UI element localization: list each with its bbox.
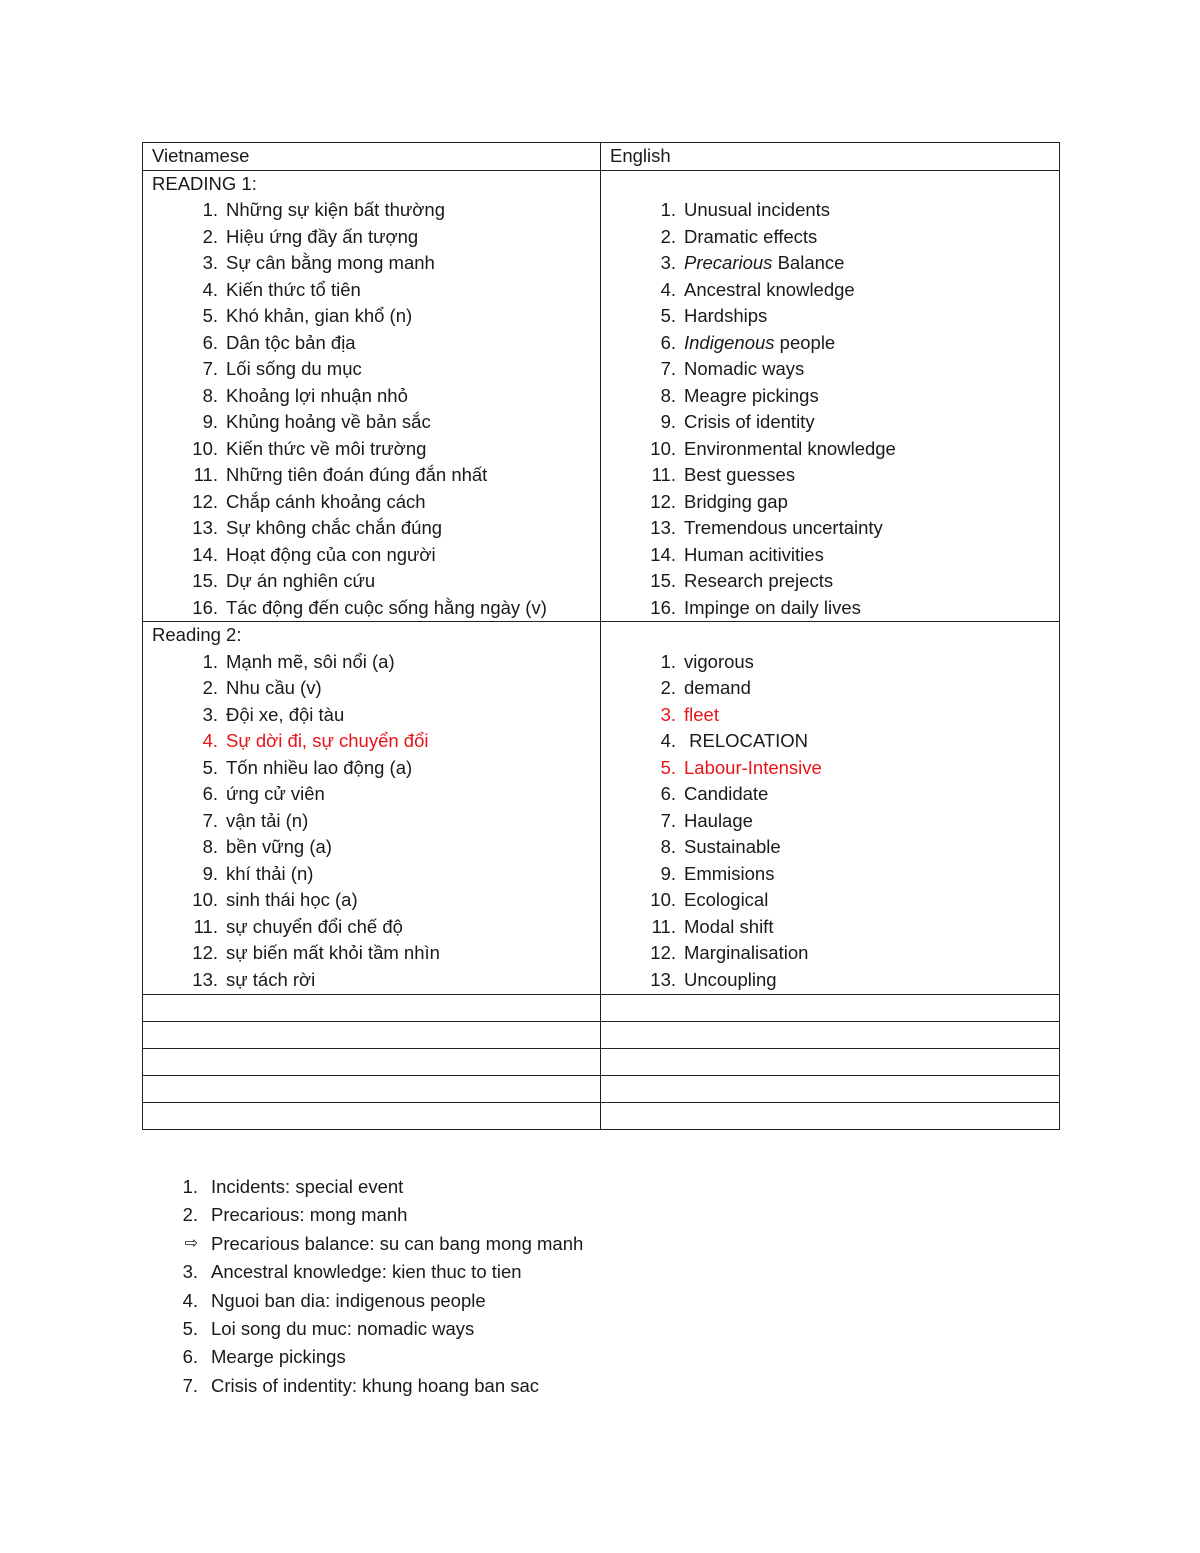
- item-number: 2.: [660, 677, 676, 698]
- item-text: [684, 330, 835, 357]
- item-text: khí thải (n): [226, 862, 314, 884]
- vietnamese-term: [152, 542, 600, 569]
- item-text: sự biến mất khỏi tầm nhìn: [226, 942, 440, 963]
- item-number: 14.: [650, 543, 676, 565]
- vietnamese-term: [152, 197, 600, 224]
- item-number: 6.: [202, 783, 218, 804]
- item-text: Candidate: [684, 783, 769, 804]
- item-text: Kiến thức về môi trường: [226, 437, 427, 459]
- item-text: Mạnh mẽ, sôi nổi (a): [226, 650, 395, 672]
- note-item: [170, 1201, 583, 1229]
- english-term: [610, 675, 1059, 702]
- english-term: [610, 728, 1059, 755]
- term-text: Ancestral knowledge: [684, 278, 855, 300]
- italic-term: Precarious: [684, 252, 773, 273]
- item-text: [684, 436, 896, 463]
- empty-cell: [601, 995, 1060, 1022]
- item-number: 6.: [660, 783, 676, 804]
- item-text: [684, 568, 833, 595]
- item-number: 14.: [192, 543, 218, 565]
- empty-row: [143, 1022, 1060, 1049]
- item-text: Nhu cầu (v): [226, 677, 322, 698]
- empty-cell: [143, 1049, 601, 1076]
- item-text: Đội xe, đội tàu: [226, 703, 345, 725]
- item-number: 9.: [660, 411, 676, 432]
- reading2-row: [143, 622, 1060, 995]
- item-number: 11.: [193, 915, 218, 937]
- item-number: 12.: [650, 490, 676, 512]
- vietnamese-term: [152, 436, 600, 463]
- vietnamese-term: [152, 515, 600, 542]
- vietnamese-term: [152, 250, 600, 277]
- english-term: [610, 940, 1059, 967]
- item-number: 11.: [651, 915, 676, 937]
- note-number: 6.: [182, 1346, 198, 1368]
- item-text: Marginalisation: [684, 942, 809, 963]
- vietnamese-term: [152, 940, 600, 967]
- english-term: [610, 542, 1059, 569]
- arrow-right-outline-icon: ⇨: [184, 1234, 198, 1252]
- item-text: vận tải (n): [226, 809, 309, 831]
- english-term: [610, 649, 1059, 676]
- empty-cell: [601, 1049, 1060, 1076]
- item-text: [684, 489, 788, 516]
- reading1-vietnamese-list: [152, 197, 600, 621]
- item-number: 12.: [650, 942, 676, 963]
- note-item: [170, 1315, 583, 1343]
- item-text: Khoảng lợi nhuận nhỏ: [226, 384, 408, 406]
- vietnamese-term: [152, 861, 600, 888]
- note-item: [170, 1372, 583, 1400]
- item-number: 10.: [650, 437, 676, 459]
- item-text: Khủng hoảng về bản sắc: [226, 411, 431, 432]
- vietnamese-term: [152, 675, 600, 702]
- english-term: [610, 409, 1059, 436]
- item-text: Sự dời đi, sự chuyển đổi: [226, 730, 429, 751]
- term-text: Best guesses: [684, 464, 796, 485]
- vietnamese-term: [152, 967, 600, 994]
- item-text: ứng cử viên: [226, 783, 325, 804]
- english-term: [610, 356, 1059, 383]
- item-text: Hoạt động của con người: [226, 543, 436, 565]
- item-text: [684, 250, 844, 277]
- vietnamese-term: [152, 224, 600, 251]
- item-text: [684, 303, 767, 330]
- term-text: Dramatic effects: [684, 225, 818, 247]
- english-term: [610, 808, 1059, 835]
- empty-cell: [601, 1103, 1060, 1130]
- reading2-title: Reading 2:: [152, 624, 242, 645]
- item-number: 11.: [651, 464, 676, 485]
- item-text: [684, 542, 824, 569]
- item-number: 9.: [202, 411, 218, 432]
- note-number: 2.: [182, 1204, 198, 1226]
- note-item: [170, 1258, 583, 1286]
- term-text: Human acitivities: [684, 543, 824, 565]
- item-text: Hiệu ứng đầy ấn tượng: [226, 225, 419, 247]
- empty-cell: [143, 1076, 601, 1103]
- item-number: 16.: [192, 596, 218, 618]
- item-number: 5.: [660, 756, 676, 778]
- vietnamese-term: [152, 568, 600, 595]
- vietnamese-term: [152, 277, 600, 304]
- note-text: Precarious: mong manh: [211, 1204, 408, 1226]
- term-text: people: [774, 331, 836, 353]
- item-text: [684, 197, 830, 224]
- english-term: [610, 755, 1059, 782]
- english-term: [610, 436, 1059, 463]
- item-text: Dân tộc bản địa: [226, 331, 356, 353]
- english-term: [610, 568, 1059, 595]
- item-text: Chắp cánh khoảng cách: [226, 490, 426, 512]
- item-text: Sự không chắc chắn đúng: [226, 517, 443, 538]
- item-text: Modal shift: [684, 915, 774, 937]
- term-text: Environmental knowledge: [684, 437, 896, 459]
- item-text: [684, 409, 815, 436]
- item-text: Uncoupling: [684, 968, 777, 990]
- english-term: [610, 595, 1059, 622]
- term-text: Bridging gap: [684, 490, 788, 512]
- item-text: sự chuyển đổi chế độ: [226, 915, 403, 937]
- item-text: vigorous: [684, 650, 754, 672]
- item-number: 5.: [202, 305, 218, 326]
- note-item: [170, 1173, 583, 1201]
- vietnamese-term: [152, 755, 600, 782]
- empty-row: [143, 1076, 1060, 1103]
- item-number: 9.: [202, 862, 218, 884]
- term-text: Nomadic ways: [684, 358, 805, 379]
- item-number: 1.: [202, 650, 218, 672]
- item-text: Haulage: [684, 809, 753, 831]
- english-term: [610, 914, 1059, 941]
- empty-row: [143, 1103, 1060, 1130]
- item-number: 10.: [192, 437, 218, 459]
- reading1-vietnamese-cell: [143, 170, 601, 622]
- vietnamese-term: [152, 462, 600, 489]
- vietnamese-term: [152, 781, 600, 808]
- reading2-vietnamese-list: [152, 649, 600, 994]
- item-number: 8.: [660, 384, 676, 406]
- term-text: Research prejects: [684, 570, 834, 591]
- item-text: Labour-Intensive: [684, 756, 822, 778]
- table-header-row: [143, 143, 1060, 171]
- item-number: 2.: [202, 677, 218, 698]
- vietnamese-term: [152, 383, 600, 410]
- note-item: [170, 1287, 583, 1315]
- reading1-title: READING 1:: [152, 172, 257, 194]
- item-number: 16.: [650, 596, 676, 618]
- term-text: Hardships: [684, 305, 768, 326]
- note-text: Ancestral knowledge: kien thuc to tien: [211, 1261, 522, 1283]
- english-term: [610, 250, 1059, 277]
- english-term: [610, 515, 1059, 542]
- header-vietnamese: Vietnamese: [143, 143, 601, 171]
- note-text: Mearge pickings: [211, 1346, 346, 1368]
- item-number: 12.: [192, 942, 218, 963]
- english-term: [610, 277, 1059, 304]
- english-term: [610, 702, 1059, 729]
- vietnamese-term: [152, 728, 600, 755]
- italic-term: Indigenous: [684, 331, 775, 353]
- item-text: Sustainable: [684, 836, 781, 857]
- english-term: [610, 781, 1059, 808]
- item-number: 8.: [202, 384, 218, 406]
- english-term: [610, 462, 1059, 489]
- item-number: 3.: [660, 703, 676, 725]
- item-number: 2.: [660, 225, 676, 247]
- item-number: 1.: [202, 199, 218, 220]
- reading1-row: [143, 170, 1060, 622]
- item-number: 6.: [660, 331, 676, 353]
- item-text: [684, 356, 804, 383]
- item-text: fleet: [684, 703, 719, 725]
- vietnamese-term: [152, 330, 600, 357]
- note-text: Nguoi ban dia: indigenous people: [211, 1289, 486, 1311]
- note-number: 4.: [182, 1289, 198, 1311]
- item-text: [684, 383, 819, 410]
- vietnamese-term: [152, 649, 600, 676]
- english-term: [610, 383, 1059, 410]
- vietnamese-term: [152, 356, 600, 383]
- item-number: 15.: [650, 570, 676, 591]
- item-number: 5.: [202, 756, 218, 778]
- english-term: [610, 303, 1059, 330]
- item-number: 7.: [202, 809, 218, 831]
- vietnamese-term: [152, 595, 600, 622]
- item-text: Những tiên đoán đúng đắn nhất: [226, 464, 488, 485]
- term-text: Meagre pickings: [684, 384, 819, 406]
- vietnamese-term: [152, 808, 600, 835]
- item-text: Những sự kiện bất thường: [226, 199, 445, 220]
- english-term: [610, 967, 1059, 994]
- item-number: 3.: [202, 252, 218, 273]
- note-number: 1.: [182, 1176, 198, 1197]
- term-text: Tremendous uncertainty: [684, 517, 883, 538]
- vietnamese-term: [152, 489, 600, 516]
- reading2-vietnamese-cell: [143, 622, 601, 995]
- item-number: 13.: [650, 968, 676, 990]
- item-number: 5.: [660, 305, 676, 326]
- item-number: 6.: [202, 331, 218, 353]
- term-text: Balance: [772, 252, 845, 273]
- item-number: 7.: [660, 809, 676, 831]
- notes-list: [170, 1173, 583, 1400]
- vietnamese-term: [152, 887, 600, 914]
- item-text: demand: [684, 677, 751, 698]
- reading1-english-list: [610, 197, 1059, 621]
- vietnamese-term: [152, 409, 600, 436]
- note-number: 3.: [182, 1261, 198, 1283]
- item-text: [684, 277, 855, 304]
- item-text: Kiến thức tổ tiên: [226, 278, 361, 300]
- vietnamese-term: [152, 303, 600, 330]
- note-text: Crisis of indentity: khung hoang ban sac: [211, 1374, 540, 1396]
- term-text: Crisis of identity: [684, 411, 815, 432]
- term-text: Impinge on daily lives: [684, 596, 861, 618]
- item-number: 10.: [650, 889, 676, 910]
- item-number: 12.: [192, 490, 218, 512]
- term-text: Unusual incidents: [684, 199, 831, 220]
- item-number: 4.: [202, 278, 218, 300]
- item-text: bền vững (a): [226, 836, 332, 857]
- vietnamese-term: [152, 834, 600, 861]
- item-number: 4.: [660, 278, 676, 300]
- note-item: [170, 1230, 583, 1258]
- note-text: Incidents: special event: [211, 1176, 404, 1197]
- empty-cell: [143, 1022, 601, 1049]
- vietnamese-term: [152, 702, 600, 729]
- item-number: 4.: [202, 730, 218, 751]
- empty-row: [143, 1049, 1060, 1076]
- note-number: 7.: [182, 1374, 198, 1396]
- item-text: Lối sống du mục: [226, 358, 362, 379]
- item-text: Khó khản, gian khổ (n): [226, 305, 413, 326]
- empty-row: [143, 995, 1060, 1022]
- item-number: 8.: [202, 836, 218, 857]
- note-item: [170, 1343, 583, 1371]
- vocabulary-table: [142, 142, 1060, 1130]
- item-number: 7.: [660, 358, 676, 379]
- item-text: [684, 595, 861, 622]
- item-number: 13.: [192, 517, 218, 538]
- item-number: 15.: [192, 570, 218, 591]
- reading2-english-cell: [601, 622, 1060, 995]
- english-term: [610, 834, 1059, 861]
- item-text: sự tách rời: [226, 968, 316, 990]
- item-number: 13.: [192, 968, 218, 990]
- english-term: [610, 887, 1059, 914]
- item-number: 1.: [660, 650, 676, 672]
- item-text: RELOCATION: [684, 730, 809, 751]
- item-text: Emmisions: [684, 862, 775, 884]
- item-number: 4.: [660, 730, 676, 751]
- item-text: [684, 224, 817, 251]
- english-term: [610, 197, 1059, 224]
- english-term: [610, 861, 1059, 888]
- note-text: Precarious balance: su can bang mong manh: [211, 1232, 584, 1254]
- item-number: 10.: [192, 889, 218, 910]
- reading1-english-cell: [601, 170, 1060, 622]
- item-text: Tốn nhiều lao động (a): [226, 756, 413, 778]
- english-term: [610, 330, 1059, 357]
- item-text: Ecological: [684, 889, 769, 910]
- item-text: sinh thái học (a): [226, 889, 358, 910]
- reading2-english-list: [610, 649, 1059, 994]
- item-number: 9.: [660, 862, 676, 884]
- empty-cell: [601, 1076, 1060, 1103]
- note-number: 5.: [182, 1318, 198, 1340]
- item-text: Sự cân bằng mong manh: [226, 252, 435, 273]
- item-number: 8.: [660, 836, 676, 857]
- item-text: [684, 515, 883, 542]
- english-term: [610, 489, 1059, 516]
- item-number: 1.: [660, 199, 676, 220]
- header-english: English: [601, 143, 1060, 171]
- item-text: Tác động đến cuộc sống hằng ngày (v): [226, 596, 547, 618]
- english-term: [610, 224, 1059, 251]
- note-text: Loi song du muc: nomadic ways: [211, 1318, 475, 1340]
- item-number: 7.: [202, 358, 218, 379]
- empty-cell: [601, 1022, 1060, 1049]
- item-text: Dự án nghiên cứu: [226, 570, 376, 591]
- empty-cell: [143, 995, 601, 1022]
- empty-cell: [143, 1103, 601, 1130]
- item-text: [684, 462, 795, 489]
- item-number: 3.: [202, 703, 218, 725]
- item-number: 3.: [660, 252, 676, 273]
- item-number: 13.: [650, 517, 676, 538]
- item-number: 11.: [193, 464, 218, 485]
- item-number: 2.: [202, 225, 218, 247]
- vietnamese-term: [152, 914, 600, 941]
